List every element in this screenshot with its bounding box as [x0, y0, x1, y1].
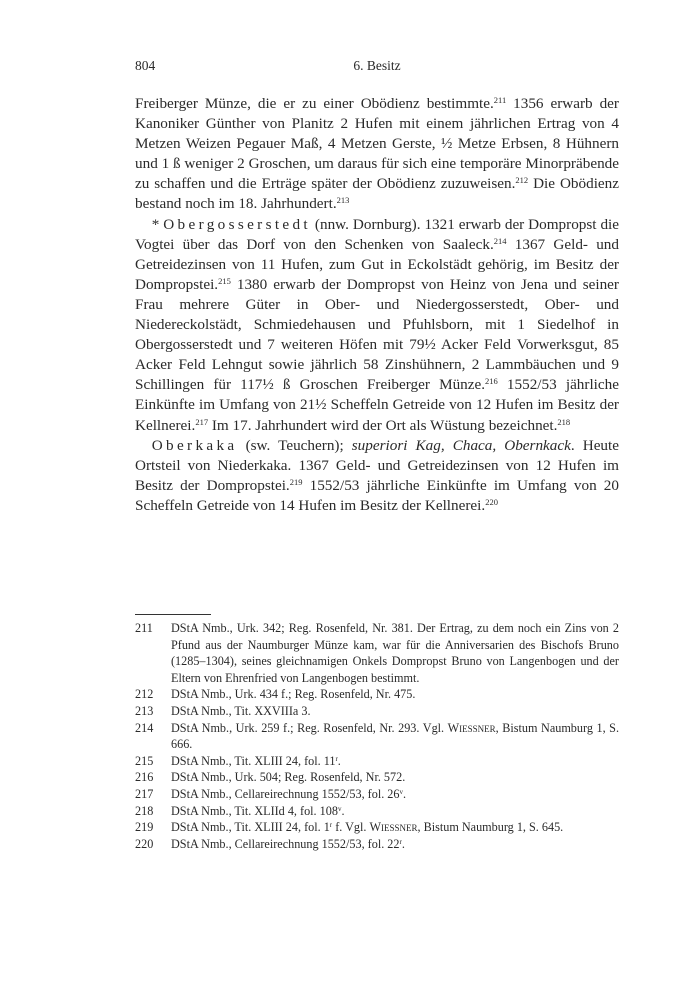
footnote: 219 DStA Nmb., Tit. XLIII 24, fol. 1$^r$ f. Vgl. Wiessner, Bistum Naumburg 1, S. 645. [135, 820, 564, 835]
footnote: 220 DStA Nmb., Cellareirechnung 1552/53, fol. 22$^r$. [135, 836, 405, 851]
footnote-ref: 215 [218, 275, 231, 286]
place-name: Oberkaka [151, 436, 238, 454]
footnote-ref: 219 [289, 476, 303, 487]
footnote: 218 DStA Nmb., Tit. XLIId 4, fol. 108$^v$. [135, 803, 345, 818]
page-number: 804 [135, 58, 156, 73]
running-head: 6. Besitz [353, 58, 401, 73]
footnotes [135, 620, 619, 852]
footnote: 217 DStA Nmb., Cellareirechnung 1552/53, fol. 26$^v$. [135, 786, 407, 801]
footnote-ref: 216 [485, 376, 498, 387]
place-name: Obergosserstedt [163, 215, 311, 233]
footnote-ref: 213 [336, 195, 350, 206]
footnote: 213 DStA Nmb., Tit. XXVIIIa 3. [135, 703, 311, 718]
page-header [135, 58, 619, 80]
footnote-ref: 211 [493, 95, 507, 105]
paragraph-obergosserstedt: * Obergosserstedt (nnw. Dornburg). 1321 erwarb der Dompropst die Vogtei über das Dorf von den Schenken von Saaleck.$^{214}$ 1367 Geld- und Getreidezinsen von 11 Hufen, zum Gut in Eckolstädt gehörig, im Besitz der Dompropstei.$^{215}$ 1380 erwarb der Dompropst von Heinz von Jena und seiner Frau mehrere Güter in Ober- und Niedergosserstedt, Ober- und Niedereckolstädt, Schmiedehausen und Pfuhlsborn, mit 1 Siedelhof in Obergosserstedt und 7 weiteren Höfen mit 79½ Acker Feld Vorwerksgut, 85 Acker Feld Lehngut sowie jährlich 58 Zinshühnern, 2 Lammbäuchen und 9 Schillingen für 117½ ß Groschen Freiberger Münze.$^{216}$ 1552/53 jährliche Einkünfte im Umfang von 21½ Scheffeln Getreide von 12 Hufen im Besitz der Kellnerei.$^{217}$ Im 17. Jahrhundert wird der Ort als Wüstung bezeichnet.$^{218}$ [135, 215, 619, 434]
paragraph-1: Freiberger Münze, die er zu einer Obödienz bestimmte.$^{211}$ 1356 erwarb der Kanoniker Günther von Planitz 2 Hufen mit einem jährlichen Ertrag von 4 Metzen Weizen Pegauer Maß, 4 Metzen Gerste, ½ Metze Erbsen, 8 Hühnern und 1 ß weniger 2 Groschen, um daraus für sich eine temporäre Minorpräbende zu schaffen und die Erträge später der Obödienz zuzuweisen.$^{212}$ Die Obödienz bestand noch im 18. Jahrhundert.$^{213}$ [135, 95, 619, 213]
star-marker: * [151, 215, 164, 233]
footnote-divider [135, 614, 211, 615]
footnote: 216 DStA Nmb., Urk. 504; Reg. Rosenfeld, Nr. 572. [135, 770, 406, 785]
paragraph-oberkaka: Oberkaka (sw. Teuchern); superiori Kag, Chaca, Obernkack. Heute Ortsteil von Niederkaka. 1367 Geld- und Getreidezinsen von 12 Hufen im Besitz der Dompropstei.$^{219}$ 1552/53 jährliche Einkünfte im Umfang von 20 Scheffeln Getreide von 14 Hufen im Besitz der Kellnerei.$^{220}$ [135, 436, 619, 514]
footnote-ref: 217 [195, 416, 209, 427]
footnote-ref: 218 [557, 416, 571, 427]
footnote: 212 DStA Nmb., Urk. 434 f.; Reg. Rosenfeld, Nr. 475. [135, 687, 416, 702]
footnote-ref: 214 [493, 235, 507, 246]
page [135, 58, 619, 516]
footnote-ref: 212 [515, 175, 529, 186]
footnote: 211 DStA Nmb., Urk. 342; Reg. Rosenfeld, Nr. 381. Der Ertrag, zu dem noch ein Zins von 2 Pfund aus der Naumburger Münze kam, war für die Anniversarien des Bischofs Bruno (1285–1304), seines gleichnamigen Onkels Dompropst Bruno von Langenbogen und der Eltern von Ehrenfried von Langenbogen bestimmt. [135, 621, 619, 685]
latin-names: superiori Kag, Chaca, Obernkack [351, 436, 571, 454]
footnote: 214 DStA Nmb., Urk. 259 f.; Reg. Rosenfeld, Nr. 293. Vgl. Wiessner, Bistum Naumburg 1, S. 666. [135, 720, 619, 752]
body-text [135, 94, 619, 516]
footnote-ref: 220 [485, 496, 498, 507]
footnote: 215 DStA Nmb., Tit. XLIII 24, fol. 11$^r$. [135, 753, 341, 768]
